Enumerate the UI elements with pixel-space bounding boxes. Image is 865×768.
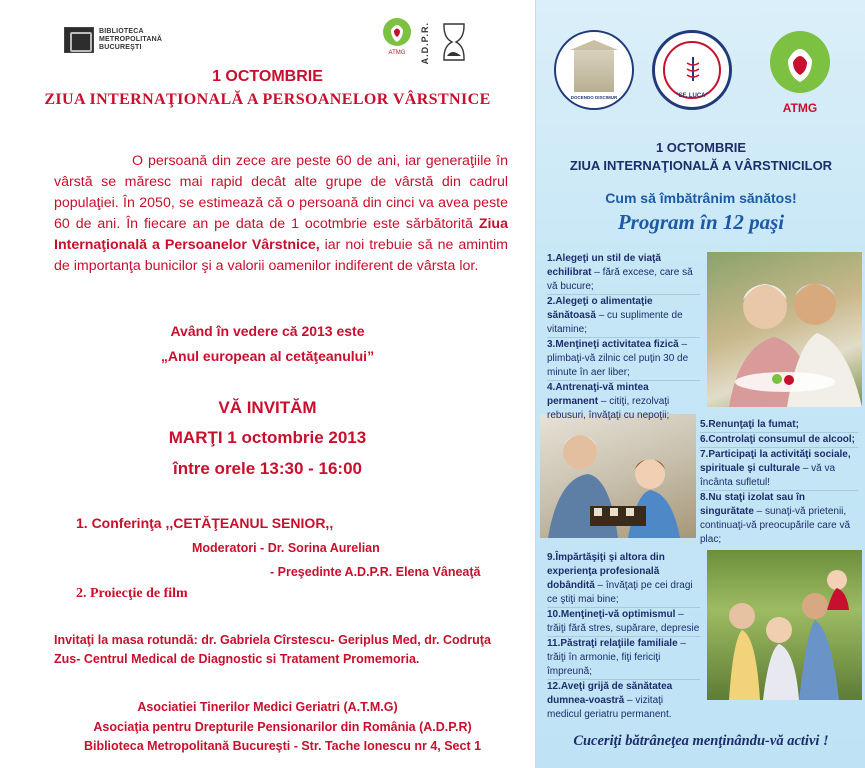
hospital-logo: "SF. LUCA" (652, 30, 732, 110)
round-table-guests: Invitaţi la masa rotundă: dr. Gabriela Cîrstescu- Geriplus Med, dr. Codruţa Zus- Centrul Medical de Diagnostic si Tratament Promemoria. (54, 633, 491, 666)
step-9: 9.Împărtăşiţi şi altora din experienţa profesională dobândită – învăţaţi pe cei dragi ce ştiţi mai bine; (547, 551, 700, 608)
invitation-date: MARŢI 1 octombrie 2013 (168, 428, 367, 447)
university-logo: DOCENDO DISCIMUR (554, 30, 634, 110)
step-7: 7.Participaţi la activităţi sociale, spirituale şi culturale – vă va încânta sufletul! (700, 448, 858, 491)
invitation-time: între orele 13:30 - 16:00 (173, 459, 362, 478)
right-footer-slogan: Cuceriţi bătrâneţea menţinându-vă activi ! (573, 733, 829, 749)
right-title: ZIUA INTERNAŢIONALĂ A VÂRSTNICILOR (569, 158, 833, 173)
step-12: 12.Aveţi grijă de sănătatea dumnea-voastră – vizitaţi medicul geriatru permanent. (547, 681, 673, 720)
step-10: 10.Menţineţi-vă optimismul – trăiţi fără stres, supărare, depresie (547, 608, 700, 637)
organizer-atmg: Asociatiei Tinerilor Medici Geriatri (A.T.M.G) (137, 700, 398, 714)
step-8: 8.Nu staţi izolat sau în singurătate – sunaţi-vă prietenii, continuaţi-vă preocupările care vă plac; (700, 492, 851, 545)
step-1: 1.Alegeţi un stil de viaţă echilibrat – fără excese, care să vă bucure; (547, 252, 700, 295)
agenda-item-conference: 1. Conferinţa ,,CETĂŢEANUL SENIOR,, (76, 515, 334, 531)
step-6: 6.Controlaţi consumul de alcool; (700, 433, 858, 448)
atmg-logo-small (382, 16, 412, 56)
year-theme: „Anul european al cetăţeanului” (160, 348, 375, 364)
library-logo (64, 26, 192, 54)
right-subtitle: Cum să îmbătrânim sănătos! (605, 190, 797, 206)
president-line: - Preşedinte A.D.P.R. Elena Vâneaţă (270, 565, 481, 579)
step-3: 3.Menţineţi activitatea fizică – plimbaţi-vă zilnic cel puţin 30 de minute în aer liber; (547, 338, 700, 381)
adpr-hourglass-icon (430, 20, 470, 64)
step-4: 4.Antrenaţi-vă mintea permanent – citiţi, rezolvaţi rebusuri, învăţaţi cu nepoţii; (547, 382, 670, 421)
year-intro: Având în vedere că 2013 este (170, 323, 365, 339)
steps-list-9-12 (547, 551, 700, 722)
step-5: 5.Renunţaţi la fumat; (700, 418, 858, 433)
caduceus-icon (682, 55, 704, 83)
event-title: ZIUA INTERNAŢIONALĂ A PERSOANELOR VÂRSTNICE (44, 91, 491, 108)
steps-list-1-4 (547, 252, 700, 423)
organizer-adpr: Asociaţia pentru Drepturile Pensionarilor din România (A.D.P.R) (93, 720, 472, 734)
organizer-library: Biblioteca Metropolitană Bucureşti - Str. Tache Ionescu nr 4, Sect 1 (83, 739, 482, 753)
program-title: Program în 12 paşi (617, 210, 785, 234)
library-emblem-icon (64, 27, 94, 53)
chess-players-photo (540, 414, 696, 538)
adpr-logo-text: A.D.P.R. (420, 22, 430, 65)
svg-text:ATMG: ATMG (388, 50, 406, 56)
step-2: 2.Alegeţi o alimentaţie sănătoasă – cu suplimente de vitamine; (547, 295, 700, 338)
event-date: 1 OCTOMBRIE (212, 68, 323, 85)
svg-text:ATMG: ATMG (782, 101, 818, 115)
moderators-line: Moderatori - Dr. Sorina Aurelian (192, 541, 380, 555)
atmg-logo (768, 30, 832, 120)
step-11: 11.Păstraţi relaţiile familiale – trăiţi în armonie, fiţi fericiţi împreună; (547, 637, 700, 680)
intro-paragraph: O persoană din zece are peste 60 de ani, iar generaţiile în vârstă se măresc mai rapid decât alte grupe de vârstă din cadrul populaţiei. În 2050, se estimează că o persoană din cinci va avea peste 60 de ani. În fiecare an pe data de 1 ocotmbrie este sărbătorită Ziua Internaţională a Persoanelor Vârstnice, iar noi trebuie să ne amintim de importanţa bunicilor şi a valorii oamenilor indiferent de vârsta lor. (54, 153, 508, 274)
library-logo-text: BIBLIOTECA METROPOLITANĂ BUCUREŞTI (99, 28, 163, 51)
family-photo (707, 550, 862, 700)
invitation-heading: VĂ INVITĂM (218, 398, 317, 417)
agenda-item-film: 2. Proiecţie de film (76, 586, 188, 601)
building-icon (574, 48, 614, 92)
right-date: 1 OCTOMBRIE (655, 140, 747, 155)
elderly-couple-photo (707, 252, 862, 407)
steps-list-5-8 (700, 418, 858, 547)
